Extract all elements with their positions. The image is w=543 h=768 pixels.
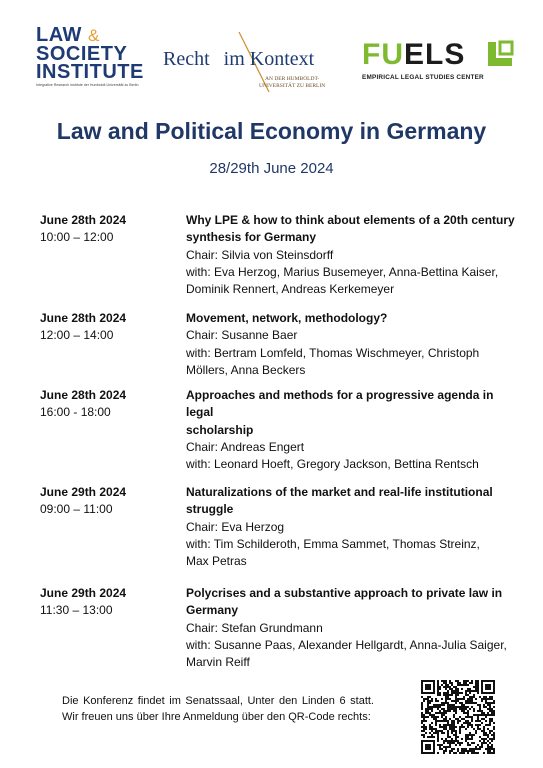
session-speakers: with: Eva Herzog, Marius Busemeyer, Anna-Bettina Kaiser, xyxy=(186,264,499,279)
rik-subtitle-2: UNIVERSITÄT ZU BERLIN xyxy=(259,83,326,89)
rik-subtitle-1: AN DER HUMBOLDT- xyxy=(265,76,320,82)
venue-note: Die Konferenz findet im Senatssaal, Unter den Linden 6 statt. Wir freuen uns über Ihre Anmeldung über den QR-Code rechts: xyxy=(62,695,374,723)
session-day: June 29th 2024 xyxy=(40,586,127,600)
qr-finder-pattern xyxy=(482,681,494,693)
session-day: June 29th 2024 xyxy=(40,485,127,499)
session-chair: Chair: Stefan Grundmann xyxy=(186,620,323,635)
session-title-line: Naturalizations of the market and real-life institutional xyxy=(186,485,493,499)
session-day: June 28th 2024 xyxy=(40,388,127,402)
session-speakers: with: Bertram Lomfeld, Thomas Wischmeyer, Christoph xyxy=(186,345,480,360)
rik-word-im-kontext: im Kontext xyxy=(223,48,315,70)
session-title-line: Germany xyxy=(186,603,239,618)
logo-row xyxy=(0,26,543,96)
session-speakers: Dominik Rennert, Andreas Kerkemeyer xyxy=(186,282,395,297)
session-day: June 28th 2024 xyxy=(40,311,127,325)
session-title-line: Movement, network, methodology? xyxy=(186,311,388,325)
qr-finder-pattern xyxy=(422,741,434,753)
law-society-institute-logo xyxy=(36,26,154,88)
session-time: 09:00 – 11:00 xyxy=(40,502,113,517)
session-title-line: synthesis for Germany xyxy=(186,230,317,245)
session-chair: Chair: Silvia von Steinsdorff xyxy=(186,247,334,262)
session-speakers: Möllers, Anna Beckers xyxy=(186,362,306,377)
session-speakers: with: Leonard Hoeft, Gregory Jackson, Bettina Rentsch xyxy=(186,457,479,472)
lsi-subtitle: Integrative Research Institute der Humboldt-Universität zu Berlin xyxy=(36,83,139,87)
fuels-word-fu: FU xyxy=(362,38,404,71)
session-chair: Chair: Susanne Baer xyxy=(186,328,298,343)
registration-qr-code[interactable] xyxy=(421,680,495,754)
fuels-subtitle: EMPIRICAL LEGAL STUDIES CENTER xyxy=(362,74,484,81)
lsi-ampersand: & xyxy=(88,26,100,45)
session-speakers: with: Susanne Paas, Alexander Hellgardt, Anna-Julia Saiger, xyxy=(186,637,507,652)
session-title-line: struggle xyxy=(186,502,234,517)
rik-word-recht: Recht xyxy=(163,48,210,70)
lsi-word-society: SOCIETY xyxy=(36,43,128,65)
session-speakers: with: Tim Schilderoth, Emma Sammet, Thomas Streinz, xyxy=(186,536,480,551)
lsi-word-institute: INSTITUTE xyxy=(36,61,144,83)
fuels-bracket-icon xyxy=(486,40,514,68)
page-title: Law and Political Economy in Germany xyxy=(56,118,487,144)
session-speakers: Marvin Reiff xyxy=(186,655,250,670)
session-time: 11:30 – 13:00 xyxy=(40,603,113,618)
session-title-line: Why LPE & how to think about elements of a 20th century xyxy=(186,213,515,227)
session-chair: Chair: Eva Herzog xyxy=(186,519,285,534)
session-speakers: Max Petras xyxy=(186,554,247,569)
session-title-line: Approaches and methods for a progressive agenda in legal xyxy=(186,388,494,420)
session-title-line: scholarship xyxy=(186,422,254,437)
session-time: 16:00 - 18:00 xyxy=(40,405,111,420)
session-title-line: Polycrises and a substantive approach to private law in xyxy=(186,586,503,600)
qr-finder-pattern xyxy=(422,681,434,693)
recht-im-kontext-logo xyxy=(163,30,355,94)
fuels-word-els: ELS xyxy=(404,38,466,71)
lsi-word-law: LAW xyxy=(36,24,82,46)
session-time: 12:00 – 14:00 xyxy=(40,328,114,343)
fuels-logo xyxy=(362,40,522,81)
session-chair: Chair: Andreas Engert xyxy=(186,439,305,454)
event-date: 28/29th June 2024 xyxy=(209,160,334,177)
session-day: June 28th 2024 xyxy=(40,213,127,227)
session-time: 10:00 – 12:00 xyxy=(40,230,114,245)
